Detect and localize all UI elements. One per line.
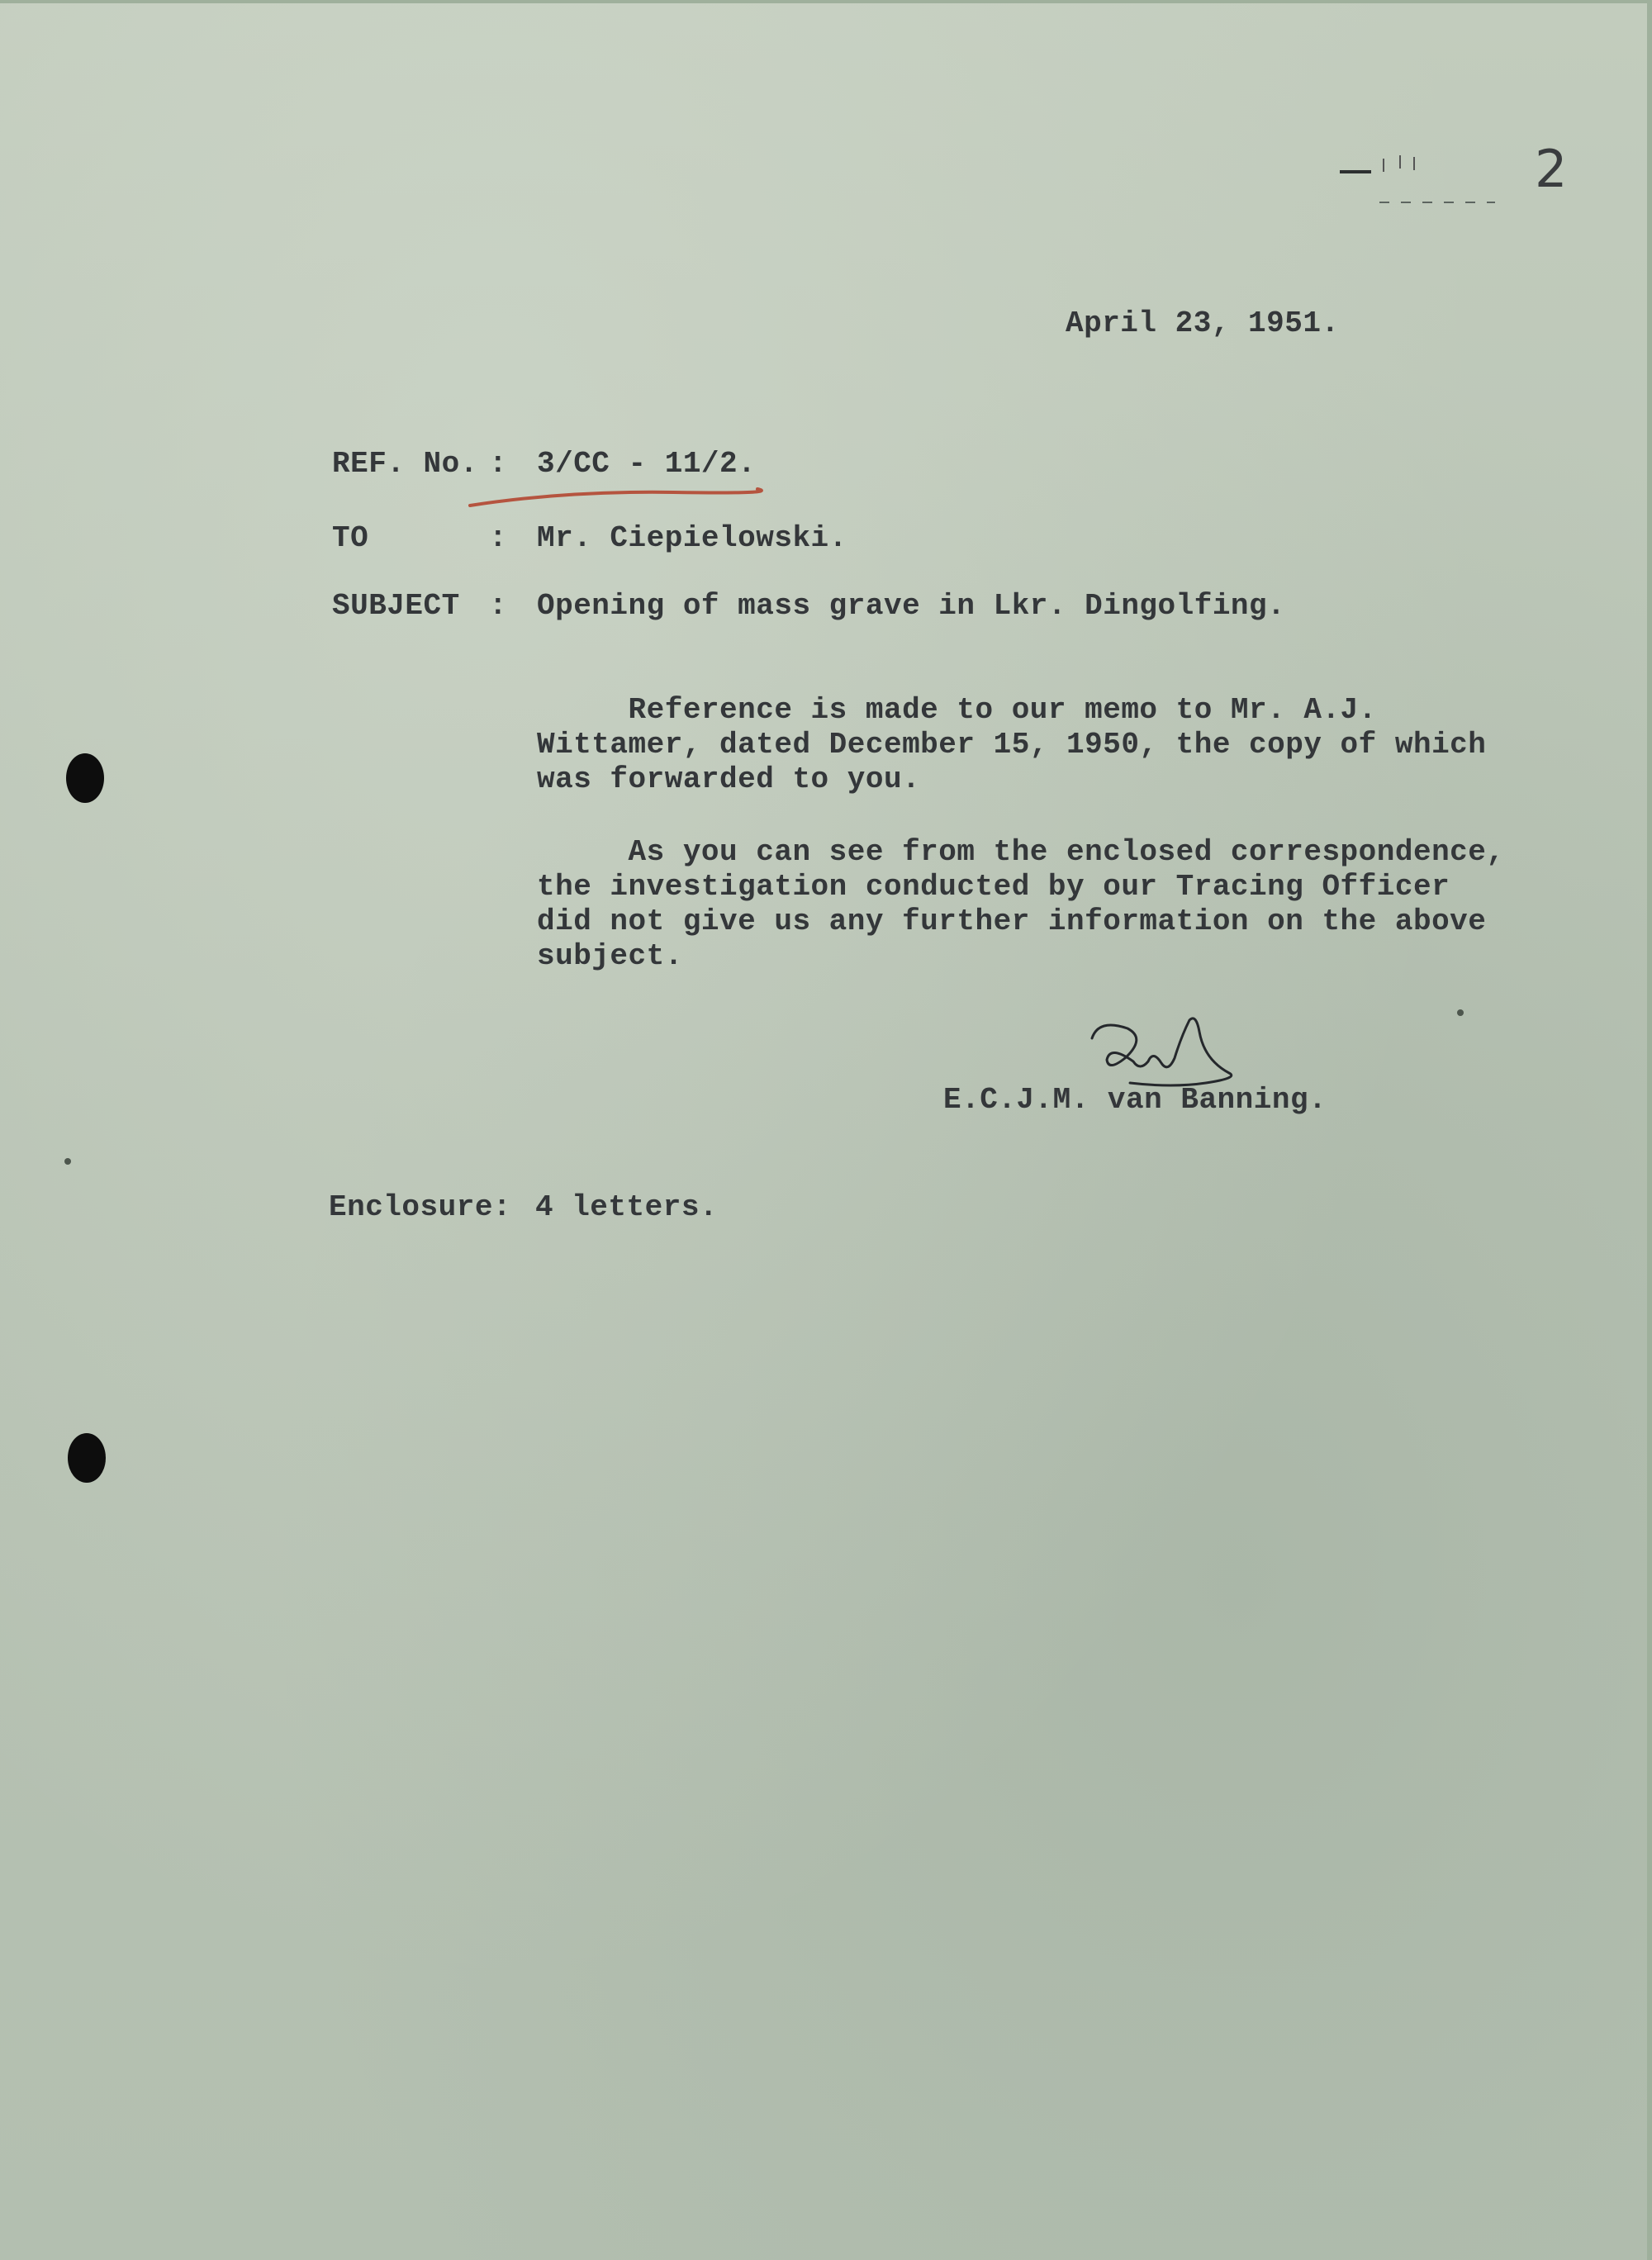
pencil-marks [1338, 124, 1536, 215]
to-label: TO [332, 521, 369, 555]
page-edge-right [1647, 0, 1652, 2260]
paragraph-1-line: was forwarded to you. [537, 762, 921, 796]
to-value: Mr. Ciepielowski. [537, 521, 847, 555]
subject-label: SUBJECT [332, 589, 460, 623]
to-separator: : [489, 521, 508, 555]
paragraph-2-line: the investigation conducted by our Tracing Officer [537, 870, 1450, 904]
ref-separator: : [489, 447, 508, 481]
signatory-name: E.C.J.M. van Banning. [943, 1083, 1327, 1117]
paper-speck [64, 1158, 71, 1165]
letter-date: April 23, 1951. [1066, 306, 1340, 340]
enclosure-label: Enclosure: [329, 1190, 512, 1224]
punch-hole-bottom [68, 1433, 106, 1483]
subject-separator: : [489, 589, 508, 623]
paragraph-1-line: Reference is made to our memo to Mr. A.J. [537, 693, 1377, 727]
page-edge-top [0, 0, 1652, 3]
paragraph-2-line: As you can see from the enclosed correspondence, [537, 835, 1505, 869]
subject-value: Opening of mass grave in Lkr. Dingolfing. [537, 589, 1286, 623]
page-number: 2 [1535, 139, 1568, 199]
ref-value: 3/CC - 11/2. [537, 447, 757, 481]
paragraph-2-line: did not give us any further information on the above [537, 904, 1487, 938]
paper-speck [1457, 1009, 1464, 1016]
ref-label: REF. No. [332, 447, 478, 481]
enclosure-value: 4 letters. [535, 1190, 719, 1224]
paragraph-1-line: Wittamer, dated December 15, 1950, the copy of which [537, 728, 1487, 762]
paragraph-2-line: subject. [537, 939, 683, 973]
punch-hole-top [66, 753, 104, 803]
red-underline [467, 486, 764, 510]
